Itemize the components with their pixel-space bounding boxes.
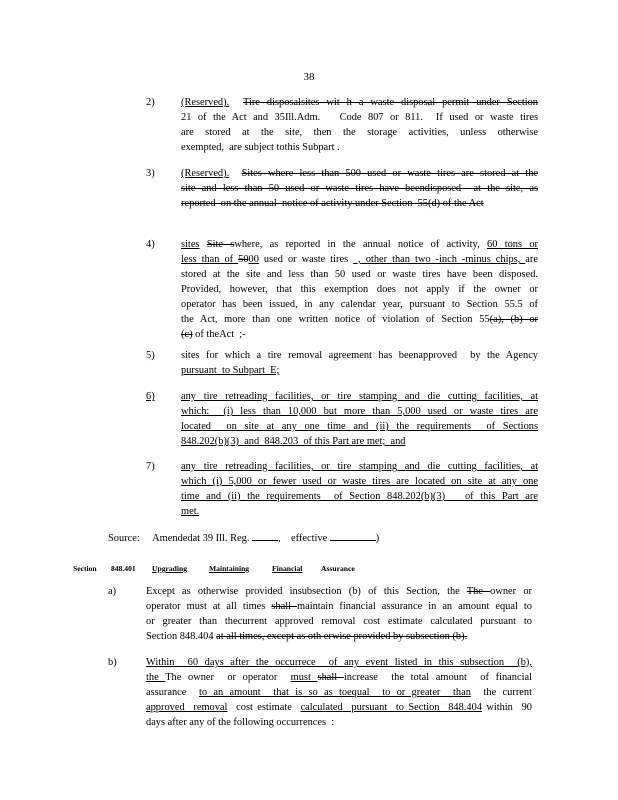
text-line	[181, 166, 538, 181]
inserted-text: , other than two -inch -minus chips,	[353, 254, 526, 265]
text-segment: within 90	[481, 702, 532, 713]
text-segment	[199, 239, 206, 250]
text-segment: stored at the site and less than 50 used or waste tires have been disposed.	[181, 269, 538, 280]
text-line	[146, 670, 532, 685]
inserted-text: 00	[248, 254, 259, 265]
item-text	[181, 348, 538, 378]
item-label: 4)	[146, 239, 155, 250]
text-line	[146, 655, 532, 670]
source-effective: effective	[291, 533, 328, 544]
text-segment: exempted, are subject tothis Subpart .	[181, 142, 340, 153]
text-line	[146, 685, 532, 700]
item-label: a)	[108, 586, 117, 597]
item-text	[181, 237, 538, 342]
section-title-maintaining: Maintaining	[209, 564, 250, 573]
inserted-text: the	[146, 672, 166, 683]
text-line	[181, 237, 538, 252]
text-line	[181, 125, 538, 140]
struck-text: Site s	[206, 239, 235, 250]
text-segment: cost estimate	[227, 702, 301, 713]
text-segment: used or waste tires	[258, 254, 354, 265]
struck-text: shall	[317, 672, 344, 683]
struck-text: shall	[271, 601, 298, 612]
text-segment: operator must at all times	[146, 601, 272, 612]
item-text	[181, 459, 538, 519]
inserted-text: must	[290, 672, 318, 683]
inserted-text: pursuant to Subpart E;	[181, 365, 280, 376]
item-text	[181, 95, 538, 155]
text-line	[181, 404, 538, 419]
text-segment	[229, 168, 241, 179]
item-label: 7)	[146, 461, 155, 472]
text-line	[146, 614, 532, 629]
source-note: Source: Amendedat 39 Ill. Reg. , effective )	[108, 530, 379, 546]
text-line	[181, 297, 538, 312]
text-line	[181, 95, 538, 110]
text-segment: sites for which a tire removal agreement has beenapproved by the Agency	[181, 350, 538, 361]
text-line	[181, 489, 538, 504]
text-segment: The owner or operator	[165, 672, 291, 683]
item-text	[181, 166, 538, 211]
inserted-text: met.	[181, 506, 200, 517]
text-line	[146, 715, 532, 730]
text-line	[181, 348, 538, 363]
section-title-assurance: Assurance	[321, 564, 355, 573]
text-line	[181, 181, 538, 196]
text-segment: maintain financial assurance in an amount equal to	[297, 601, 532, 612]
item-text	[146, 584, 532, 644]
inserted-text: to an amount that is so as toequal to or greater than	[199, 687, 471, 698]
struck-text: reported on the annual notice of activity under Section 55(d) of the Act	[181, 198, 484, 209]
inserted-text: which: (i) less than 10,000 but more than 5,000 used or waste tires are	[181, 406, 538, 417]
section-number: 848.401	[111, 564, 136, 573]
text-segment: where, as reported in the annual notice of activity,	[234, 239, 487, 250]
item-label: b)	[108, 657, 117, 668]
inserted-text: 848.202(b)(3) and 848.203 of this Part are met; and	[181, 436, 406, 447]
item-label: 3)	[146, 168, 155, 179]
section-title-upgrading: Upgrading	[152, 564, 188, 573]
text-line	[146, 599, 532, 614]
text-segment: days after any of the following occurrences :	[146, 717, 335, 728]
inserted-text: any tire retreading facilities, or tire stamping and die cutting facilities, at	[181, 391, 538, 402]
text-segment: operator has been issued, in any calendar year, pursuant to Section 55.5 of	[181, 299, 538, 310]
struck-text: Sites where less than 500 used or waste tires are stored at the	[241, 168, 539, 179]
inserted-text: approved removal	[146, 702, 228, 713]
source-amended: Amendedat 39 Ill. Reg.	[152, 533, 250, 544]
blank-line	[252, 530, 278, 541]
item-label: 6)	[146, 391, 155, 402]
section-word: Section	[73, 564, 97, 573]
struck-text: (c)	[181, 329, 193, 340]
inserted-text: sites	[181, 239, 200, 250]
inserted-text: 60 tons or	[487, 239, 538, 250]
text-line	[181, 140, 538, 155]
text-segment: of theAct ;-	[192, 329, 246, 340]
struck-text: at all times, except as oth erwise provided by subsection (b).	[216, 631, 468, 642]
inserted-text: (Reserved).	[181, 97, 230, 108]
text-line	[181, 363, 538, 378]
item-text	[181, 389, 538, 449]
inserted-text: time and (ii) the requirements of Section 848.202(b)(3) of this Part are	[181, 491, 538, 502]
text-segment: are	[525, 254, 538, 265]
inserted-text: less than of	[181, 254, 239, 265]
text-segment: assurance	[146, 687, 200, 698]
text-segment: Section 848.404	[146, 631, 217, 642]
text-line	[181, 312, 538, 327]
page-number: 38	[303, 71, 315, 83]
inserted-text: calculated pursuant to Section 848.404	[300, 702, 482, 713]
text-line	[181, 419, 538, 434]
text-line	[181, 252, 538, 267]
text-line	[181, 474, 538, 489]
inserted-text: Within 60 days after the occurrece of any event listed in this subsection (b),	[146, 657, 532, 668]
text-segment: increase the total amount of financial	[343, 672, 532, 683]
struck-text: 50	[238, 254, 249, 265]
text-segment	[229, 97, 243, 108]
item-text	[146, 655, 532, 730]
item-label: 2)	[146, 97, 155, 108]
text-line	[181, 196, 538, 211]
text-line	[181, 389, 538, 404]
struck-text: The	[466, 586, 491, 597]
text-line	[181, 459, 538, 474]
text-segment: the Act, more than one written notice of violation of Section 55	[181, 314, 490, 325]
blank-line	[330, 530, 376, 541]
inserted-text: (Reserved).	[181, 168, 230, 179]
item-label: 5)	[146, 350, 155, 361]
text-segment: owner or	[490, 586, 532, 597]
inserted-text: any tire retreading facilities, or tire stamping and die cutting facilities, at	[181, 461, 538, 472]
text-segment: 21 of the Act and 35Ill.Adm. Code 807 or 811. If used or waste tires	[181, 112, 538, 123]
source-prefix: Source:	[108, 533, 140, 544]
text-segment: the current	[470, 687, 532, 698]
text-line	[181, 110, 538, 125]
text-segment: or greater than thecurrent approved removal cost estimate calculated pursuant to	[146, 616, 532, 627]
section-title-financial: Financial	[272, 564, 303, 573]
text-line	[146, 629, 532, 644]
text-segment: Provided, however, that this exemption does not apply if the owner or	[181, 284, 538, 295]
inserted-text: located on site at any one time and (ii) the requirements of Sections	[181, 421, 538, 432]
text-segment: Except as otherwise provided insubsection (b) of this Section, the	[146, 586, 467, 597]
text-segment: are stored at the site, then the storage activities, unless otherwise	[181, 127, 538, 138]
struck-text: Tire disposalsites wit h a waste disposal permit under Section	[242, 97, 538, 108]
text-line	[181, 434, 538, 449]
struck-text: site and less than 50 used or waste tires have beendisposed at the site, as	[181, 183, 538, 194]
text-line	[146, 700, 532, 715]
text-line	[146, 584, 532, 599]
text-line	[181, 267, 538, 282]
text-line	[181, 282, 538, 297]
struck-text: (a), (b) or	[489, 314, 538, 325]
text-line	[181, 327, 538, 342]
text-line	[181, 504, 538, 519]
inserted-text: which (i) 5,000 or fewer used or waste tires are located on site at any one	[181, 476, 538, 487]
